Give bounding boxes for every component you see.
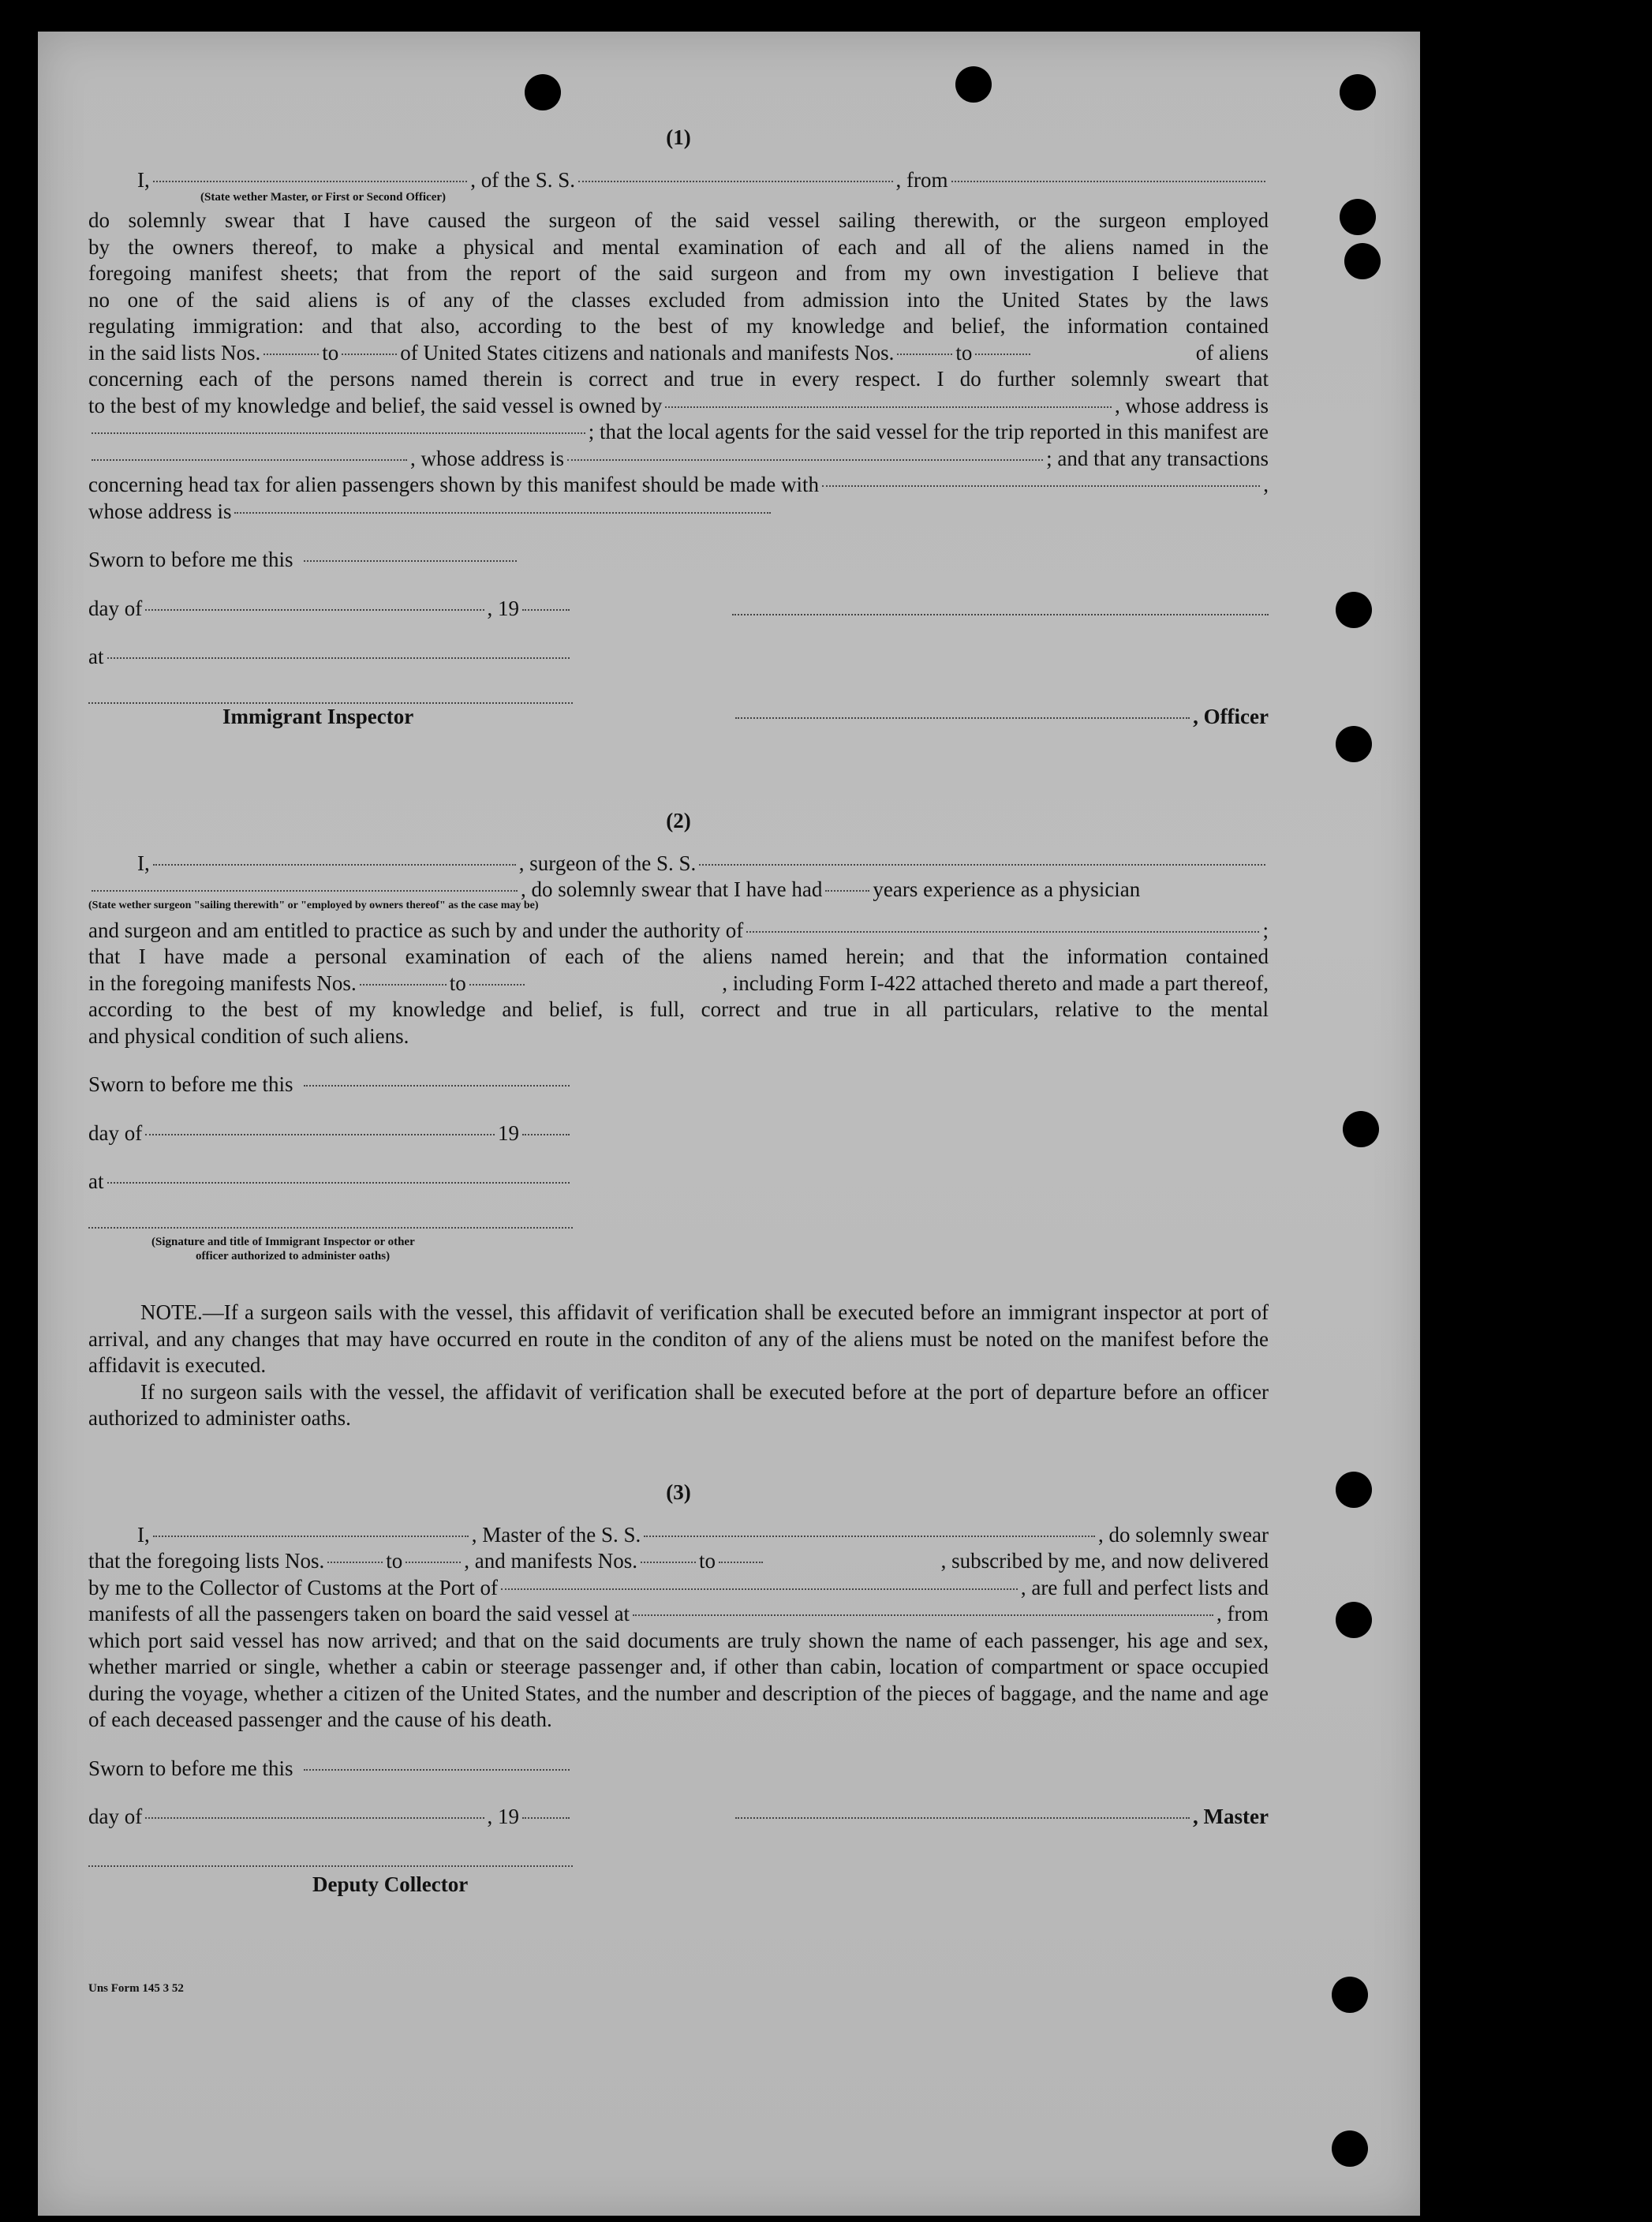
punch-hole <box>1336 1602 1372 1638</box>
lists-line: that the foregoing lists Nos. to , and manifests Nos. to , subscribed by me, and now delivered <box>88 1549 1269 1573</box>
body-line: and physical condition of such aliens. <box>88 1023 409 1048</box>
section1-opening-line: I, , of the S. S. , from <box>88 167 1269 194</box>
headtax-address-field[interactable] <box>234 512 771 514</box>
field-note: (State wether Master, or First or Second Officer) <box>200 191 447 204</box>
manifest-to-field[interactable] <box>975 354 1030 355</box>
agents-address-field[interactable] <box>567 459 1043 461</box>
section-number: (2) <box>666 809 691 832</box>
section-number: (1) <box>666 125 691 149</box>
master-title: , Master <box>1193 1805 1269 1828</box>
surgeon-swear-line: , do solemnly swear that I have had years experience as a physician <box>88 877 1269 903</box>
body-line: regulating immigration: and that also, according to the best of my knowledge and belief, the information contained <box>88 314 1269 338</box>
inspector-signature-line[interactable] <box>88 1227 573 1229</box>
punch-hole <box>1332 2130 1368 2167</box>
authority-field[interactable] <box>746 931 1259 933</box>
surgeon-status-field[interactable] <box>92 890 518 892</box>
section2-signatures <box>88 1072 1269 1263</box>
list-to-field[interactable] <box>342 354 397 355</box>
punch-hole <box>1336 592 1372 628</box>
from-port-field[interactable] <box>951 181 1266 182</box>
deputy-collector-title: Deputy Collector <box>312 1872 469 1896</box>
list-from-field[interactable] <box>327 1562 383 1563</box>
manifest-from-field[interactable] <box>897 354 952 355</box>
manifest-from-field[interactable] <box>641 1562 696 1563</box>
headtax-line: concerning head tax for alien passengers shown by this manifest should be made with , <box>88 473 1269 496</box>
signature-note: (Signature and title of Immigrant Inspector or other <box>151 1235 415 1248</box>
field-note: (State wether surgeon "sailing therewith" or "employed by owners thereof" as the case may be) <box>88 899 539 911</box>
agents-line: ; that the local agents for the said vessel for the trip reported in this manifest are <box>88 419 1269 446</box>
section3-signatures <box>88 1756 1269 1898</box>
punch-hole <box>1336 1472 1372 1508</box>
section-2 <box>88 808 1269 1263</box>
master-name-field[interactable] <box>153 1536 469 1537</box>
sworn-line: Sworn to before me this <box>88 1072 573 1098</box>
at-line: at <box>88 1169 573 1195</box>
sworn-date-field[interactable] <box>304 560 517 562</box>
authority-line: and surgeon and am entitled to practice as such by and under the authority of ; <box>88 918 1269 942</box>
vessel-name-field[interactable] <box>578 181 893 182</box>
day-row: day of , 19 <box>88 596 1269 623</box>
punch-hole <box>1332 1977 1368 2013</box>
manifests-line: in the foregoing manifests Nos. to , including Form I-422 attached thereto and made a part thereof, <box>88 971 1269 995</box>
day-row: day of 19 <box>88 1120 573 1147</box>
day-of-field[interactable] <box>145 1817 484 1819</box>
owner-address-field[interactable] <box>92 432 585 434</box>
list-to-field[interactable] <box>406 1562 461 1563</box>
at-field[interactable] <box>107 657 570 659</box>
section-1 <box>88 125 1269 730</box>
port-field[interactable] <box>501 1588 1018 1590</box>
note-block <box>88 1300 1269 1432</box>
manifest-to-field[interactable] <box>469 984 525 986</box>
body-line: no one of the said aliens is of any of the classes excluded from admission into the United States by the laws <box>88 287 1269 312</box>
vessel-name-field[interactable] <box>699 864 1265 866</box>
punch-hole <box>1340 74 1376 110</box>
section1-body <box>88 208 1269 525</box>
section2-opening-line: I, , surgeon of the S. S. <box>88 851 1269 877</box>
agents-field[interactable] <box>92 459 407 461</box>
whose-address-line: whose address is <box>88 499 1269 526</box>
headtax-field[interactable] <box>822 485 1260 487</box>
year-field[interactable] <box>522 1134 570 1135</box>
officer-name-field[interactable] <box>735 717 1190 719</box>
section3-opening-line: I, , Master of the S. S. , do solemnly swear <box>137 1522 1269 1547</box>
body-line: according to the best of my knowledge and belief, is full, correct and true in all particulars, relative to the mental <box>88 997 1269 1021</box>
sworn-date-field[interactable] <box>304 1769 570 1771</box>
owner-line: to the best of my knowledge and belief, the said vessel is owned by , whose address is <box>88 393 1269 417</box>
signature-note: officer authorized to administer oaths) <box>196 1249 391 1262</box>
list-from-field[interactable] <box>263 354 319 355</box>
address-line: , whose address is ; and that any transactions <box>88 446 1269 473</box>
vessel-name-field[interactable] <box>644 1536 1095 1537</box>
punch-hole <box>1343 1111 1379 1147</box>
signature-titles <box>88 704 1269 731</box>
years-field[interactable] <box>825 890 869 892</box>
body-line: concerning each of the persons named therein is correct and true in every respect. I do further solemnly sweart that <box>88 367 1269 391</box>
manifest-from-field[interactable] <box>360 984 447 986</box>
section-number: (3) <box>666 1480 691 1504</box>
body-line: that I have made a personal examination of each of the aliens named herein; and that the information contained <box>88 945 1269 968</box>
sworn-line: Sworn to before me this <box>88 547 1269 574</box>
punch-hole <box>1344 243 1381 279</box>
collector-line: by me to the Collector of Customs at the Port of , are full and perfect lists and <box>88 1575 1269 1599</box>
lists-line: in the said lists Nos. to of United States citizens and nationals and manifests Nos. to of aliens <box>88 340 1269 365</box>
officer-rank-field[interactable] <box>153 181 468 182</box>
note-paragraph: NOTE.—If a surgeon sails with the vessel, this affidavit of verification shall be executed before an immigrant inspector at port of arrival, and any changes that may have occurred en route in the conditon of any of the aliens must be noted on the manifest before the affidavit is executed. <box>88 1300 1269 1377</box>
punch-hole <box>955 66 992 103</box>
year-field[interactable] <box>522 609 570 611</box>
day-of-field[interactable] <box>145 1134 495 1135</box>
section2-body <box>88 918 1269 1050</box>
at-line: at <box>88 644 573 671</box>
punch-hole <box>1336 726 1372 762</box>
form-number: Uns Form 145 3 52 <box>88 1982 184 1995</box>
day-of-field[interactable] <box>145 609 484 611</box>
master-signature-field[interactable] <box>735 1817 1190 1819</box>
boarding-port-field[interactable] <box>633 1614 1213 1616</box>
collector-signature-line[interactable] <box>88 1865 573 1867</box>
owner-field[interactable] <box>665 406 1112 408</box>
sworn-date-field[interactable] <box>304 1085 570 1087</box>
at-field[interactable] <box>107 1182 570 1184</box>
note-paragraph: If no surgeon sails with the vessel, the affidavit of verification shall be executed before at the port of departure before an officer authorized to administer oaths. <box>88 1379 1269 1430</box>
body-line: foregoing manifest sheets; that from the report of the said surgeon and from my own investigation I believe that <box>88 261 1269 285</box>
body-line: do solemnly swear that I have caused the surgeon of the said vessel sailing therewith, or the surgeon employed <box>88 208 1269 232</box>
inspector-title: Immigrant Inspector <box>222 704 414 728</box>
body-paragraph: which port said vessel has now arrived; and that on the said documents are truly shown the name of each passenger, his age and sex, whether married or single, whether a cabin or steerage passenger and, if other than cabin, location of compartment or space occupied during the voyage, whether a citizen of the United States, and the number and description of the pieces of baggage, and the name and age of each deceased passenger and the cause of his death. <box>88 1628 1269 1731</box>
manifests-line: manifests of all the passengers taken on board the said vessel at , from <box>88 1602 1269 1625</box>
section-3 <box>88 1479 1269 1898</box>
punch-hole <box>525 74 561 110</box>
sworn-line: Sworn to before me this <box>88 1756 573 1782</box>
officer-title: , Officer <box>1193 704 1269 728</box>
body-line: by the owners thereof, to make a physical and mental examination of each and all of the aliens named in the <box>88 234 1269 259</box>
surgeon-name-field[interactable] <box>153 864 516 866</box>
year-field[interactable] <box>522 1817 570 1819</box>
day-row: day of , 19 , Master <box>88 1804 1269 1831</box>
manifest-to-field[interactable] <box>719 1562 763 1563</box>
officer-signature-line[interactable] <box>732 614 1269 615</box>
section1-signatures <box>88 547 1269 730</box>
punch-hole <box>1340 199 1376 235</box>
